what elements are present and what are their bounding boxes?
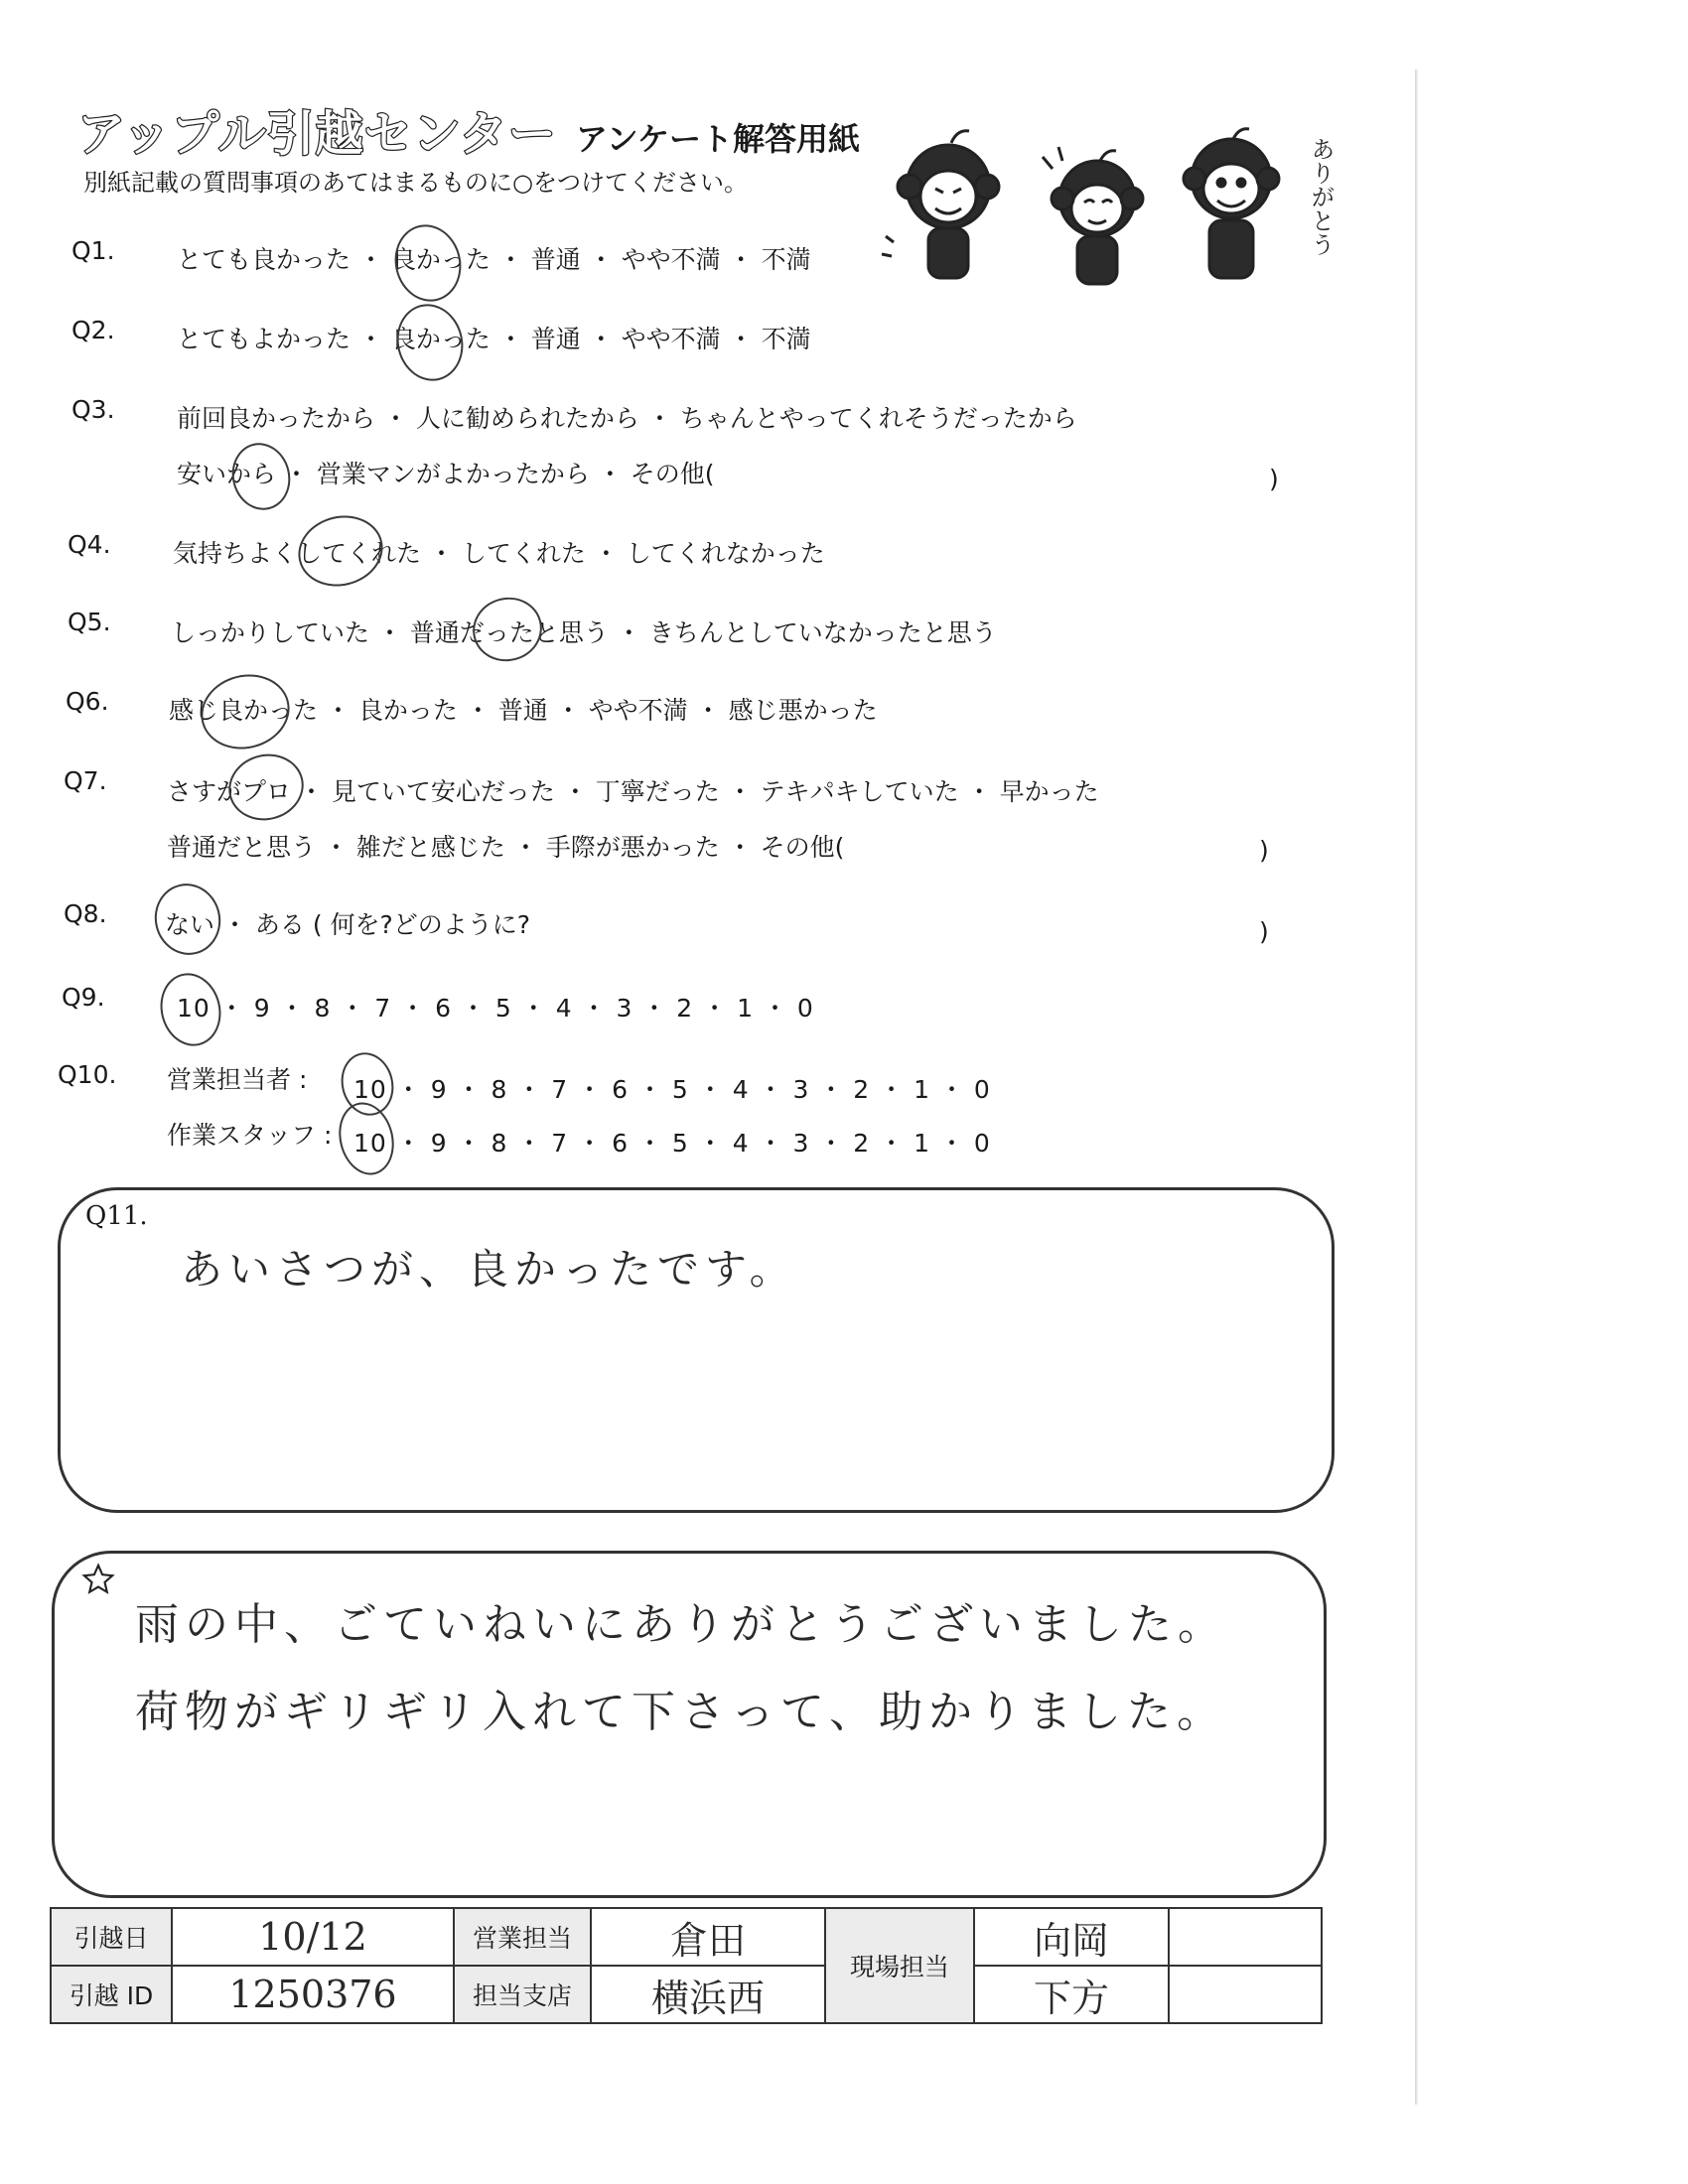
q6-options[interactable]: 感じ良かった ・ 良かった ・ 普通 ・ やや不満 ・ 感じ悪かった — [169, 696, 878, 725]
q7-selection-circle — [221, 747, 311, 828]
site-rep-value-2[interactable]: 下方 — [974, 1966, 1169, 2023]
q9-scale[interactable]: 10 ・ 9 ・ 8 ・ 7 ・ 6 ・ 5 ・ 4 ・ 3 ・ 2 ・ 1 ・ 0 — [177, 994, 814, 1023]
q1-selection-circle — [387, 217, 470, 309]
q8-paren-close: ) — [1259, 917, 1269, 946]
q6-selection-circle — [193, 665, 297, 758]
q10-staff-label: 作業スタッフ : — [167, 1121, 333, 1150]
free-comment-line1: 雨の中、ごていねいにありがとうございました。 — [135, 1599, 1227, 1650]
move-id-label: 引越 ID — [51, 1966, 172, 2023]
q7-options-line2[interactable]: 普通だと思う ・ 雑だと感じた ・ 手際が悪かった ・ その他( — [167, 833, 845, 862]
q10-number: Q10. — [58, 1060, 117, 1089]
sales-rep-label: 営業担当 — [454, 1908, 591, 1966]
sales-rep-value[interactable]: 倉田 — [591, 1908, 825, 1966]
q1-options[interactable]: とても良かった ・ 良かった ・ 普通 ・ やや不満 ・ 不満 — [177, 245, 811, 274]
form-subtitle: アンケート解答用紙 — [575, 120, 860, 158]
q8-selection-circle — [147, 877, 227, 962]
q8-number: Q8. — [64, 899, 107, 928]
move-date-label: 引越日 — [51, 1908, 172, 1966]
branch-value[interactable]: 横浜西 — [591, 1966, 825, 2023]
site-rep-extra-2[interactable] — [1169, 1966, 1322, 2023]
star-outline-icon — [81, 1563, 115, 1596]
move-info-table — [50, 1907, 1323, 2024]
site-rep-value-1[interactable]: 向岡 — [974, 1908, 1169, 1966]
q3-number: Q3. — [71, 395, 115, 424]
q11-label: Q11. — [85, 1201, 148, 1231]
q2-options[interactable]: とてもよかった ・ 良かった ・ 普通 ・ やや不満 ・ 不満 — [177, 325, 811, 353]
q5-number: Q5. — [68, 608, 111, 636]
site-rep-extra-1[interactable] — [1169, 1908, 1322, 1966]
q6-number: Q6. — [66, 687, 109, 716]
mascot-illustration — [874, 117, 1340, 316]
q7-options-line1[interactable]: さすがプロ ・ 見ていて安心だった ・ 丁寧だった ・ テキパキしていた ・ 早かった — [167, 777, 1099, 806]
q1-number: Q1. — [71, 236, 115, 265]
q10-staff-selection-circle — [332, 1097, 401, 1181]
instruction-text: 別紙記載の質問事項のあてはまるものに○をつけてください。 — [83, 169, 748, 197]
q5-selection-circle — [466, 590, 548, 668]
q4-number: Q4. — [68, 530, 111, 559]
header — [77, 95, 860, 164]
q10-staff-scale[interactable]: 10 ・ 9 ・ 8 ・ 7 ・ 6 ・ 5 ・ 4 ・ 3 ・ 2 ・ 1 ・ 0 — [353, 1129, 991, 1158]
q3-paren-close: ) — [1269, 465, 1279, 493]
q3-selection-circle — [225, 437, 298, 516]
q10-sales-scale[interactable]: 10 ・ 9 ・ 8 ・ 7 ・ 6 ・ 5 ・ 4 ・ 3 ・ 2 ・ 1 ・ 0 — [353, 1075, 991, 1104]
q9-number: Q9. — [62, 983, 105, 1012]
q9-selection-circle — [153, 967, 228, 1052]
q4-selection-circle — [291, 507, 390, 596]
free-comment-line2: 荷物がギリギリ入れて下さって、助かりました。 — [135, 1687, 1227, 1737]
q2-selection-circle — [389, 297, 472, 388]
q4-options[interactable]: 気持ちよくしてくれた ・ してくれた ・ してくれなかった — [173, 539, 825, 568]
q7-number: Q7. — [64, 766, 107, 795]
q3-options-line2[interactable]: 安いから ・ 営業マンがよかったから ・ その他( — [177, 460, 715, 488]
q2-number: Q2. — [71, 316, 115, 344]
branch-label: 担当支店 — [454, 1966, 591, 2023]
monkey-mascots-icon — [874, 117, 1340, 316]
move-id-value[interactable]: 1250376 — [172, 1966, 454, 2023]
q3-options-line1[interactable]: 前回良かったから ・ 人に勧められたから ・ ちゃんとやってくれそうだったから — [177, 404, 1077, 433]
brand-title: アップル引越センター — [77, 106, 557, 162]
move-date-value[interactable]: 10/12 — [172, 1908, 454, 1966]
q10-sales-label: 営業担当者 : — [167, 1065, 308, 1094]
q11-comment-text: あいさつが、良かったです。 — [181, 1245, 797, 1294]
q5-options[interactable]: しっかりしていた ・ 普通だったと思う ・ きちんとしていなかったと思う — [171, 618, 997, 647]
site-rep-label: 現場担当 — [825, 1908, 974, 2023]
q8-options[interactable]: ない ・ ある ( 何を?どのように? — [165, 910, 531, 939]
page-edge — [1415, 69, 1418, 2105]
mascot-caption: ありがとう — [1307, 137, 1335, 256]
q7-paren-close: ) — [1259, 836, 1269, 865]
